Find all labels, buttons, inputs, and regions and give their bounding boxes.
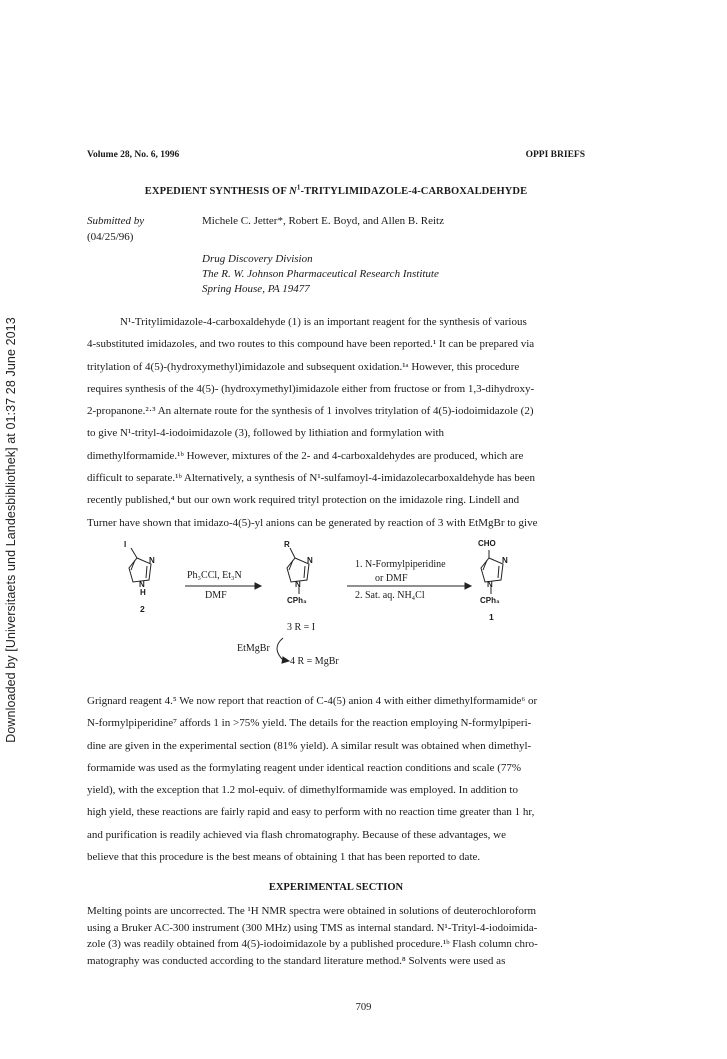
results-paragraph: Grignard reagent 4.⁵ We now report that reaction of C-4(5) anion 4 with either dimethylformamide⁶ or N-formylpiperidine⁷ affords 1 in >75% yield. The details for the reaction employing N-formylpiperi- dine are given in the experimental section (81% yield). A similar result was obtained when dimethyl- formamide was used as the formylating reagent under identical reaction conditions and scale (77% yield), with the exception that 1.2 mol-equiv. of dimethylformamide was employed. In addition to high yield, these reactions are fairly rapid and easy to perform with no reaction time greater than 1 hr, and purification is readily achieved via flash chromatography. Because of these advantages, we believe that this procedure is the best means of obtaining 1 that has been reported to date. [87,694,538,864]
reagent-1-top: Ph₃CCl, Et₃N [187,569,242,581]
watermark-text: Downloaded by [Universitaets und Landesbibliothek] at 01:37 28 June 2013 [4,317,18,743]
n3-label-3: N [307,555,313,565]
iodo-bond-2 [131,548,137,558]
article-title: EXPEDIENT SYNTHESIS OF $N^1-TRITYLIMIDAZOLE-4$-CARBOXALDEHYDE [144,183,528,197]
reagent-2-line-1: 1. N-Formylpiperidine [355,558,446,570]
r-bond [290,548,295,558]
compound-4-definition: 4 R = MgBr [290,655,339,667]
reagent-2-line-3: 2. Sat. aq. NH₄Cl [355,589,425,601]
trityl-label-1: CPh₃ [480,595,500,605]
volume-info: Volume 28, No. 6, 1996 [87,150,180,160]
n1-label-2: N [139,579,145,589]
article-page [87,150,585,969]
n1-label-3: N [295,579,301,589]
h-label-2: H [140,587,146,597]
reaction-scheme [87,538,585,690]
reagent-1-bottom: DMF [205,589,227,601]
n3-label-1: N [502,555,508,565]
submission-date: (04/25/96) [87,231,134,243]
reagent-2-line-2: or DMF [375,572,408,584]
scheme-drawing [87,539,585,690]
intro-paragraph: N¹-Tritylimidazole-4-carboxaldehyde (1) is an important reagent for the synthesis of various 4-substituted imidazoles, and two routes to this compound have been reported.¹ It can be prepared via tritylation of 4(5)-(hydroxymethyl)imidazole and subsequent oxidation.¹ᵃ However, this procedure requires synthesis of the 4(5)- (hydroxymethyl)imidazole either from fructose or from 1,3-dihydroxy- 2-propanone.²·³ An alternate route for the synthesis of 1 involves tritylation of 4(5)-iodoimidazole (2) to give N¹-trityl-4-iodoimidazole (3), followed by lithiation and formylation with dimethylformamide.¹ᵇ However, mixtures of the 2- and 4-carboxaldehydes are produced, which are difficult to separate.¹ᵇ Alternatively, a synthesis of N¹-sulfamoyl-4-imidazolecarboxaldehyde has been recently published,⁴ but our own work required trityl protection on the imidazole ring. Lindell and Turner have shown that imidazo-4(5)-yl anions can be generated by reaction of 3 with EtMgBr to give [87,316,538,529]
etmgbr-label: EtMgBr [237,642,270,654]
experimental-paragraph: Melting points are uncorrected. The ¹H NMR spectra were obtained in solutions of deuterochloroform using a Bruker AC-300 instrument (300 MHz) using TMS as internal standard. N¹-Trityl-4-iodoimida- zole (3) was readily obtained from 4(5)-iodoimidazole by a published procedure.¹ᵇ Flash column chro- matography was conducted according to the standard literature method.⁸ Solvents were used as [87,905,538,967]
compound-2-number: 2 [140,603,145,614]
cho-label: CHO [478,538,496,548]
section-heading: EXPERIMENTAL SECTION [268,882,404,894]
compound-3-definition: 3 R = I [287,621,316,633]
iodo-label-2: I [124,539,127,549]
page-number: 709 [355,1002,372,1013]
r-label: R [284,539,290,549]
imidazole-ring-1 [481,558,503,582]
running-head [87,150,585,160]
compound-1-number: 1 [489,611,494,622]
curved-arrow [277,638,283,660]
imidazole-ring-3 [287,558,309,582]
n1-label-1: N [487,579,493,589]
imidazole-ring-2 [129,558,151,582]
n3-label-2: N [149,555,155,565]
submitted-label: Submitted by [87,215,145,227]
authors: Michele C. Jetter*, Robert E. Boyd, and Allen B. Reitz [202,215,444,227]
journal-section: OPPI BRIEFS [525,150,585,160]
affiliation: Drug Discovery Division The R. W. Johnson Pharmaceutical Research Institute Spring House, PA 19477 [202,253,439,295]
submission-block [87,213,585,245]
trityl-label-3: CPh₃ [287,595,307,605]
